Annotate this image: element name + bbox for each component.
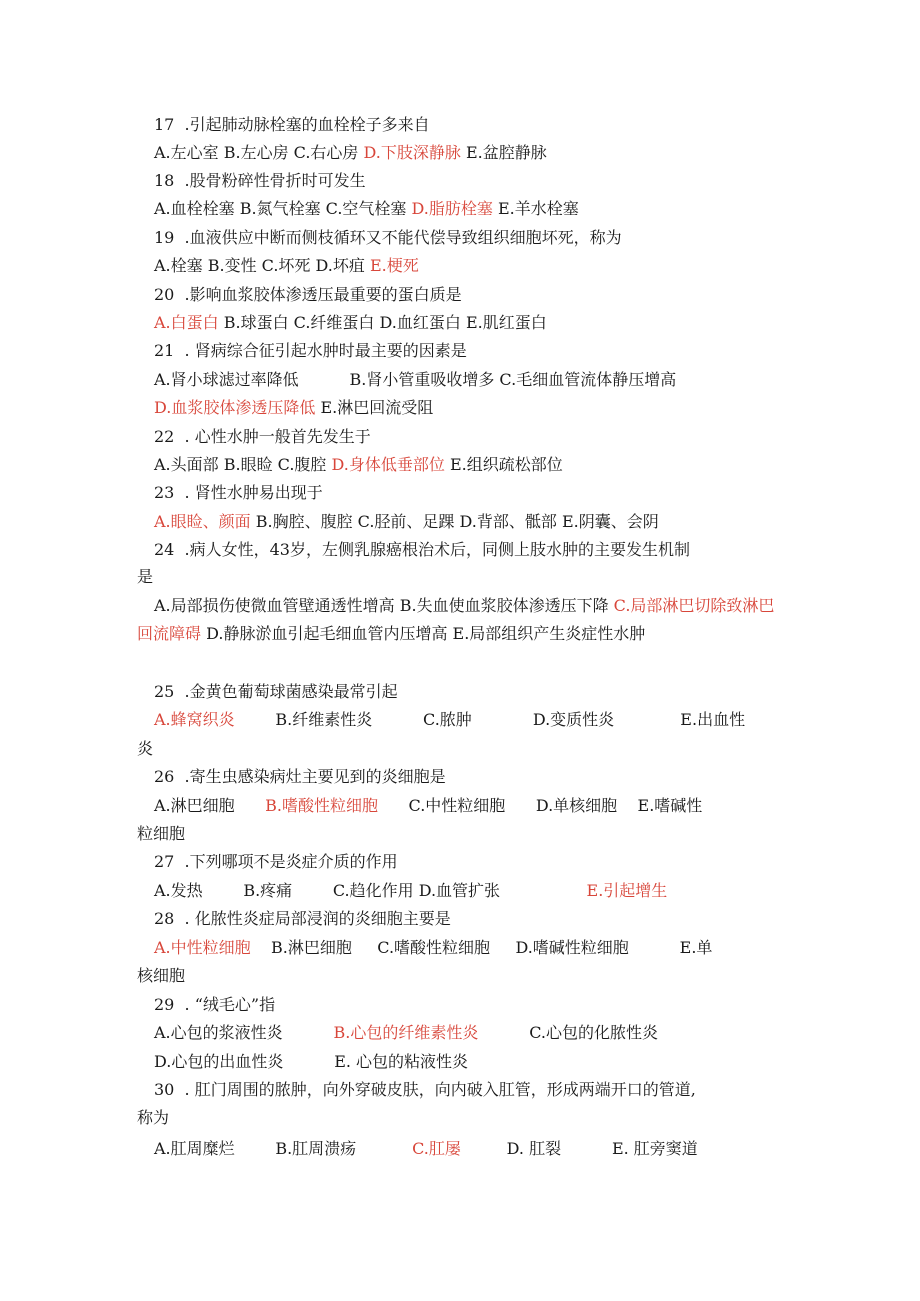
- question-24-text: 24 .病人女性，43岁，左侧乳腺癌根治术后，同侧上肢水肿的主要发生机制: [154, 540, 690, 559]
- option-text: C.心包的化脓性炎: [478, 1023, 658, 1042]
- answer-highlight: A.中性粒细胞: [154, 938, 251, 957]
- answer-highlight: E.引起增生: [586, 881, 668, 900]
- option-text: A.栓塞 B.变性 C.坏死 D.坏疽: [154, 256, 370, 275]
- question-28-text: 28 . 化脓性炎症局部浸润的炎细胞主要是: [154, 909, 451, 928]
- answer-highlight: E.梗死: [369, 256, 419, 275]
- question-26-options-cont: 粒细胞: [137, 824, 186, 843]
- question-29-options: [137, 1022, 804, 1044]
- question-30-options: [137, 1138, 804, 1160]
- option-text: A.局部损伤使微血管壁通透性增高 B.失血使血浆胶体渗透压下降: [154, 596, 614, 615]
- option-text: E.淋巴回流受阻: [315, 398, 434, 417]
- option-text: A.左心室 B.左心房 C.右心房: [154, 143, 364, 162]
- question-20-options: [137, 312, 804, 334]
- option-text: A.肾小球滤过率降低 B.肾小管重吸收增多 C.毛细血管流体静压增高: [154, 370, 677, 389]
- option-text: B.纤维素性炎 C.脓肿 D.变质性炎 E.出血性: [234, 710, 746, 729]
- option-text: D.心包的出血性炎 E. 心包的粘液性炎: [154, 1052, 469, 1071]
- question-19-text: 19 .血液供应中断而侧枝循环又不能代偿导致组织细胞坏死，称为: [154, 228, 622, 247]
- answer-highlight: C.肛屡: [412, 1139, 461, 1158]
- option-text: E.羊水栓塞: [492, 199, 579, 218]
- option-text: B.球蛋白 C.纤维蛋白 D.血红蛋白 E.肌红蛋白: [218, 313, 547, 332]
- question-27-options: [137, 880, 804, 902]
- option-text: A.心包的浆液性炎: [154, 1023, 334, 1042]
- option-text: A.发热 B.疼痛 C.趋化作用 D.血管扩张: [154, 881, 587, 900]
- option-text: B.淋巴细胞 C.嗜酸性粒细胞 D.嗜碱性粒细胞 E.单: [250, 938, 713, 957]
- question-30-text-cont: 称为: [137, 1108, 170, 1127]
- question-29-options-2: [137, 1051, 804, 1073]
- question-28-options: [137, 937, 804, 959]
- answer-highlight: D.脂肪栓塞: [411, 199, 493, 218]
- answer-highlight: B.嗜酸性粒细胞: [265, 796, 379, 815]
- question-24-options: [137, 592, 777, 648]
- answer-highlight: A.蜂窝织炎: [154, 710, 235, 729]
- question-27-text: 27 .下列哪项不是炎症介质的作用: [154, 852, 398, 871]
- answer-highlight: A.白蛋白: [154, 313, 219, 332]
- question-20-text: 20 .影响血浆胶体渗透压最重要的蛋白质是: [154, 285, 462, 304]
- option-text: E.盆腔静脉: [460, 143, 547, 162]
- answer-highlight: D.下肢深静脉: [363, 143, 461, 162]
- question-17-options: [137, 142, 804, 164]
- option-text: E.组织疏松部位: [444, 455, 563, 474]
- question-23-text: 23 . 肾性水肿易出现于: [154, 483, 323, 502]
- question-21-options: [137, 369, 804, 391]
- answer-highlight: D.血浆胶体渗透压降低: [154, 398, 316, 417]
- question-22-text: 22 . 心性水肿一般首先发生于: [154, 427, 371, 446]
- question-19-options: [137, 255, 804, 277]
- question-28-options-cont: 核细胞: [137, 966, 186, 985]
- question-26-options: [137, 795, 804, 817]
- question-30-text: 30 . 肛门周围的脓肿，向外穿破皮肤，向内破入肛管，形成两端开口的管道,: [154, 1080, 696, 1099]
- question-25-options: [137, 709, 804, 731]
- option-text: A.血栓栓塞 B.氮气栓塞 C.空气栓塞: [154, 199, 412, 218]
- option-text: D. 肛裂 E. 肛旁窦道: [460, 1139, 698, 1158]
- answer-highlight: D.身体低垂部位: [331, 455, 445, 474]
- answer-highlight: A.眼睑、颜面: [154, 512, 251, 531]
- question-18-text: 18 .股骨粉碎性骨折时可发生: [154, 171, 366, 190]
- question-22-options: [137, 454, 804, 476]
- option-text: B.胸腔、腹腔 C.胫前、足踝 D.背部、骶部 E.阴囊、会阴: [250, 512, 659, 531]
- option-text: A.头面部 B.眼睑 C.腹腔: [154, 455, 332, 474]
- question-26-text: 26 .寄生虫感染病灶主要见到的炎细胞是: [154, 767, 446, 786]
- answer-highlight: C.局部淋巴切除致淋巴回流障碍: [137, 596, 775, 643]
- option-text: D.静脉淤血引起毛细血管内压增高 E.局部组织产生炎症性水肿: [201, 624, 646, 643]
- question-25-text: 25 .金黄色葡萄球菌感染最常引起: [154, 682, 398, 701]
- answer-highlight: B.心包的纤维素性炎: [333, 1023, 479, 1042]
- option-text: C.中性粒细胞 D.单核细胞 E.嗜碱性: [378, 796, 703, 815]
- question-18-options: [137, 198, 804, 220]
- question-24-text-cont: 是: [137, 567, 154, 586]
- question-25-options-cont: 炎: [137, 739, 154, 758]
- question-17-text: 17 .引起肺动脉栓塞的血栓栓子多来自: [154, 115, 430, 134]
- question-21-options-2: [137, 397, 804, 419]
- question-21-text: 21 . 肾病综合征引起水肿时最主要的因素是: [154, 341, 467, 360]
- question-23-options: [137, 511, 804, 533]
- option-text: A.淋巴细胞: [154, 796, 266, 815]
- option-text: A.肛周糜烂 B.肛周溃疡: [154, 1139, 413, 1158]
- question-29-text: 29 . “绒毛心”指: [154, 995, 276, 1014]
